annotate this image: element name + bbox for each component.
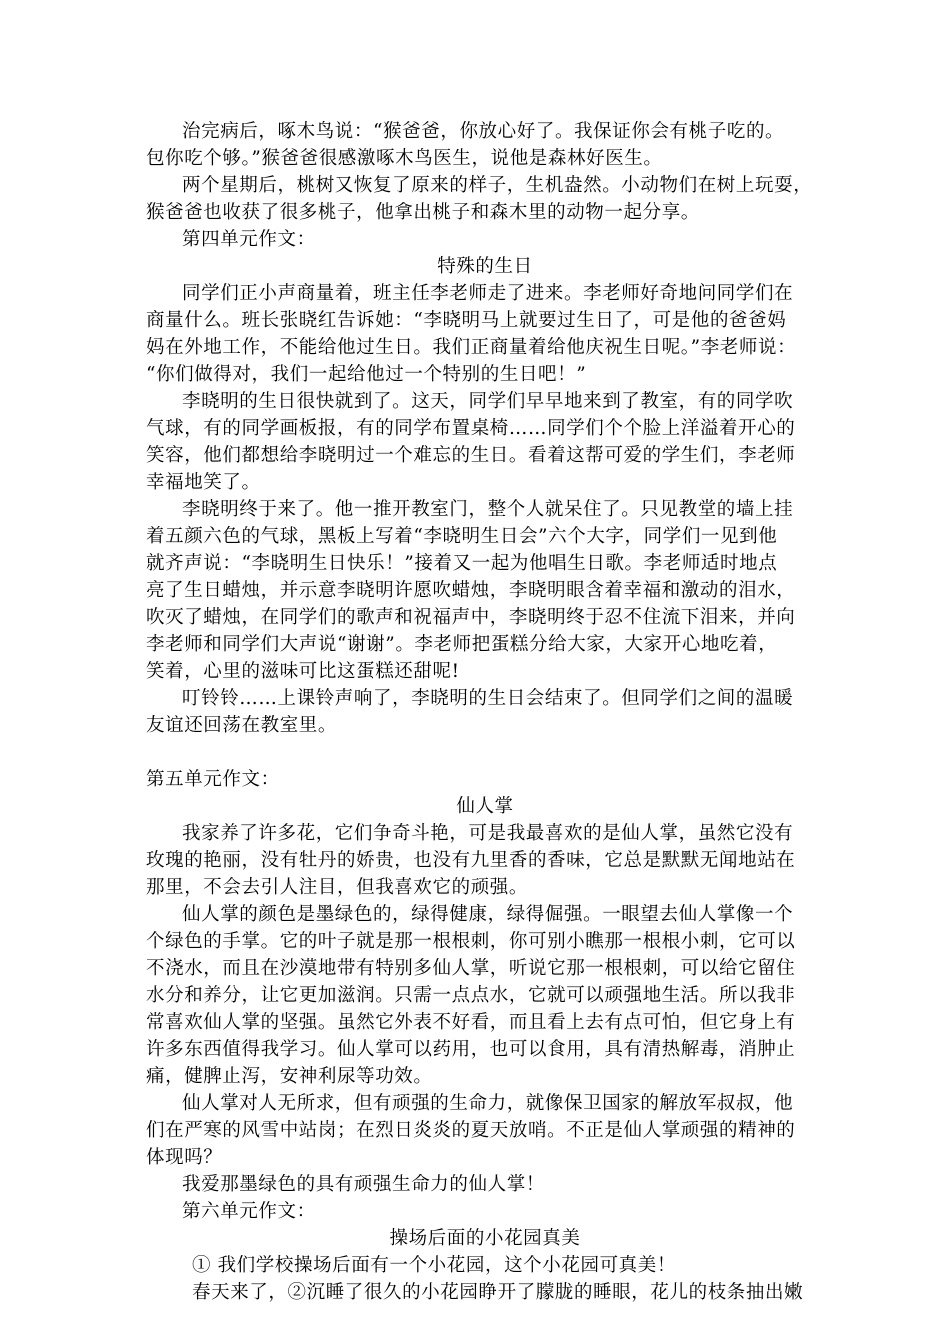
paragraph-line: 们在严寒的风雪中站岗；在烈日炎炎的夏天放哨。不正是仙人掌顽强的精神的 — [146, 1120, 796, 1141]
paragraph-line: 仙人掌对人无所求，但有顽强的生命力，就像保卫国家的解放军叔叔，他 — [182, 1093, 794, 1114]
paragraph-line: 叮铃铃……上课铃声响了，李晓明的生日会结束了。但同学们之间的温暖 — [182, 688, 794, 709]
essay-title-unit4: 特殊的生日 — [437, 256, 533, 277]
paragraph-line: “你们做得对，我们一起给他过一个特别的生日吧！” — [146, 364, 587, 385]
section-heading-unit4: 第四单元作文： — [182, 229, 316, 250]
section-heading-unit5: 第五单元作文： — [146, 769, 280, 790]
paragraph-line: 春天来了，②沉睡了很久的小花园睁开了朦胧的睡眼，花儿的枝条抽出嫩 — [192, 1282, 804, 1303]
paragraph-line: 妈在外地工作，不能给他过生日。我们正商量着给他庆祝生日呢。”李老师说： — [146, 337, 797, 358]
paragraph-line: 我爱那墨绿色的具有顽强生命力的仙人掌！ — [182, 1174, 545, 1195]
paragraph-line: 笑容，他们都想给李晓明过一个难忘的生日。看着这帮可爱的学生们，李老师 — [146, 445, 796, 466]
paragraph-line: ① 我们学校操场后面有一个小花园，这个小花园可真美！ — [192, 1255, 676, 1276]
section-heading-unit6: 第六单元作文： — [182, 1201, 316, 1222]
document-page — [146, 118, 824, 1306]
paragraph-line: 仙人掌的颜色是墨绿色的，绿得健康，绿得倔强。一眼望去仙人掌像一个 — [182, 904, 794, 925]
paragraph-line: 亮了生日蜡烛，并示意李晓明许愿吹蜡烛，李晓明眼含着幸福和激动的泪水， — [146, 580, 796, 601]
paragraph-line: 我家养了许多花，它们争奇斗艳，可是我最喜欢的是仙人掌，虽然它没有 — [182, 823, 794, 844]
paragraph-line: 幸福地笑了。 — [146, 472, 261, 493]
paragraph-line: 猴爸爸也收获了很多桃子，他拿出桃子和森木里的动物一起分享。 — [146, 202, 700, 223]
paragraph-line: 不浇水，而且在沙漠地带有特别多仙人掌，听说它那一根根刺，可以给它留住 — [146, 958, 796, 979]
paragraph-line: 笑着，心里的滋味可比这蛋糕还甜呢! — [146, 661, 460, 682]
paragraph-line: 就齐声说：“李晓明生日快乐！”接着又一起为他唱生日歌。李老师适时地点 — [146, 553, 778, 574]
blank-line — [146, 739, 824, 766]
paragraph-line: 治完病后，啄木鸟说：“猴爸爸，你放心好了。我保证你会有桃子吃的。 — [182, 121, 785, 142]
paragraph-line: 包你吃个够。”猴爸爸很感激啄木鸟医生，说他是森林好医生。 — [146, 148, 663, 169]
paragraph-line: 李晓明终于来了。他一推开教室门，整个人就呆住了。只见教堂的墙上挂 — [182, 499, 794, 520]
paragraph-line: 许多东西值得我学习。仙人掌可以药用，也可以食用，具有清热解毒，消肿止 — [146, 1039, 796, 1060]
paragraph-line: 着五颜六色的气球，黑板上写着“李晓明生日会”六个大字，同学们一见到他 — [146, 526, 778, 547]
paragraph-line: 同学们正小声商量着，班主任李老师走了进来。李老师好奇地问同学们在 — [182, 283, 794, 304]
paragraph-line: 友谊还回荡在教室里。 — [146, 715, 338, 736]
paragraph-line: 水分和养分，让它更加滋润。只需一点点水，它就可以顽强地生活。所以我非 — [146, 985, 796, 1006]
paragraph-line: 吹灭了蜡烛，在同学们的歌声和祝福声中，李晓明终于忍不住流下泪来，并向 — [146, 607, 796, 628]
paragraph-line: 个绿色的手掌。它的叶子就是那一根根刺，你可别小瞧那一根根小刺，它可以 — [146, 931, 796, 952]
paragraph-line: 气球，有的同学画板报，有的同学布置桌椅……同学们个个脸上洋溢着开心的 — [146, 418, 796, 439]
paragraph-line: 常喜欢仙人掌的坚强。虽然它外表不好看，而且看上去有点可怕，但它身上有 — [146, 1012, 796, 1033]
paragraph-line: 那里，不会去引人注目，但我喜欢它的顽强。 — [146, 877, 529, 898]
paragraph-line: 李晓明的生日很快就到了。这天，同学们早早地来到了教室，有的同学吹 — [182, 391, 794, 412]
paragraph-line: 痛，健脾止泻，安神利尿等功效。 — [146, 1066, 433, 1087]
paragraph-line: 李老师和同学们大声说“谢谢”。李老师把蛋糕分给大家，大家开心地吃着， — [146, 634, 778, 655]
paragraph-line: 商量什么。班长张晓红告诉她：“李晓明马上就要过生日了，可是他的爸爸妈 — [146, 310, 787, 331]
paragraph-line: 玫瑰的艳丽，没有牡丹的娇贵，也没有九里香的香味，它总是默默无闻地站在 — [146, 850, 796, 871]
paragraph-line: 体现吗？ — [146, 1147, 223, 1168]
paragraph-line: 两个星期后，桃树又恢复了原来的样子，生机盎然。小动物们在树上玩耍， — [182, 175, 813, 196]
essay-title-unit5: 仙人掌 — [456, 796, 514, 817]
essay-title-unit6: 操场后面的小花园真美 — [389, 1228, 581, 1249]
